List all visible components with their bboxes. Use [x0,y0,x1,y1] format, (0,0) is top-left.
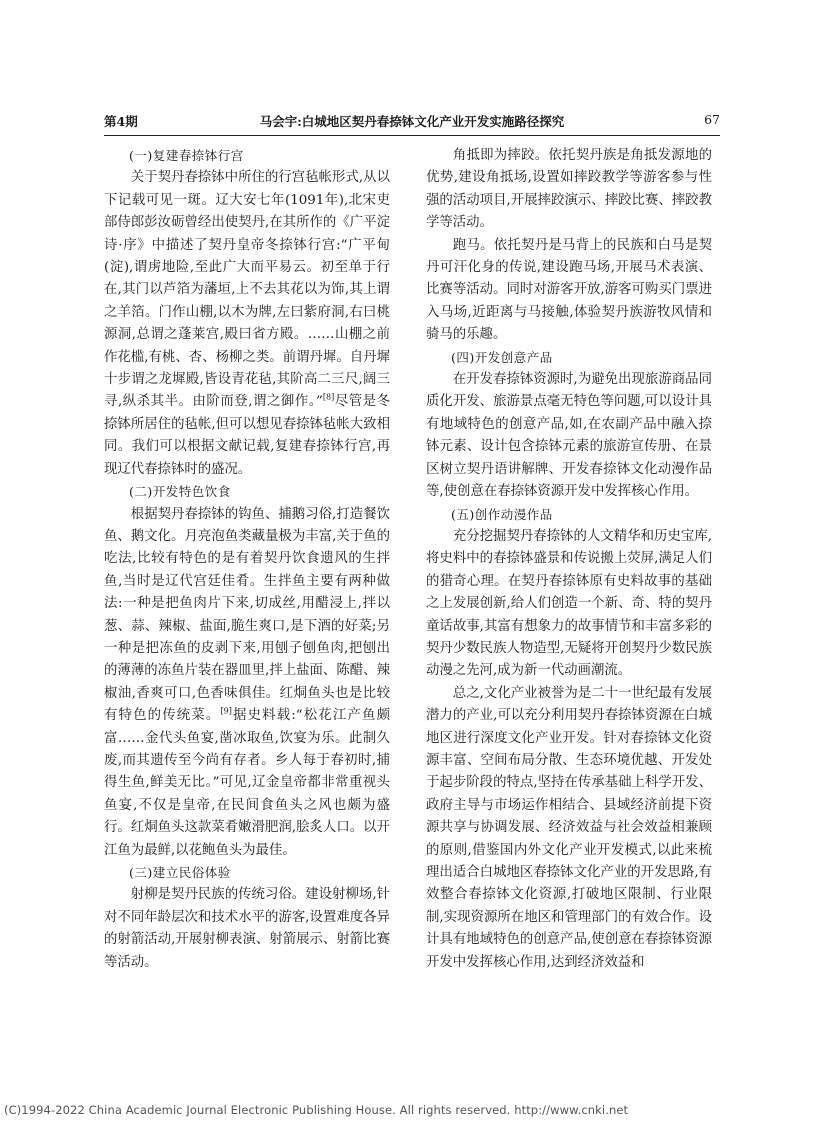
paragraph-text: 根据契丹春捺钵的钩鱼、捕鹅习俗,打造餐饮鱼、鹅文化。月亮泡鱼类藏量极为丰富,关于鱼的吃法,比较有特色的是有着契丹饮食遗风的生拌鱼,当时是辽代宫廷佳肴。生拌鱼主要有两种做法:一种是把鱼肉片下来,切成丝,用醋浸上,拌以葱、蒜、辣椒、盐面,脆生爽口,是下酒的好菜;另一种是把冻鱼的皮剥下来,用刨子刨鱼肉,把刨出的薄薄的冻鱼片装在器皿里,拌上盐面、陈醋、辣椒油,香爽可口,色香味俱佳。红烔鱼头也是比较有特色的传统菜。 [104,506,390,724]
header-rule [104,135,720,136]
section-heading-food: (二)开发特色饮食 [129,484,231,500]
paragraph-food [104,504,390,863]
paragraph-palace [104,167,390,481]
running-title: 马会宇:白城地区契丹春捺钵文化产业开发实施路径探究 [259,114,565,129]
paragraph-archery: 射柳是契丹民族的传统习俗。建设射柳场,针对不同年龄层次和技术水平的游客,设置难度各异的射箭活动,开展射柳表演、射箭展示、射箭比赛等活动。 [104,887,390,970]
right-column [426,145,712,974]
section-heading-animation: (五)创作动漫作品 [451,506,553,522]
section-heading-folk: (三)建立民俗体验 [129,865,231,880]
running-header [104,112,720,132]
left-column [104,145,390,974]
section-heading-creative: (四)开发创意产品 [451,349,553,365]
paragraph-text: 关于契丹春捺钵中所住的行宫毡帐形式,从以下记载可见一斑。辽大安七年(1091年),北宋吏部侍郎彭汝砺曾经出使契丹,在其所作的《广平淀诗·序》中描述了契丹皇帝冬捺钵行宫:“广平甸(淀),谓虏地险,至此广大而平易云。初至单于行在,其门以芦箔为藩垣,上不去其花以为饰,其上谓之羊箔。门作山棚,以木为牌,左曰紫府洞,右曰桃源洞,总谓之蓬莱宫,殿曰省方殿。……山棚之前作花槛,有桃、杏、杨柳之类。前谓丹墀。自丹墀十步谓之龙墀殿,皆设青花毡,其阶高二三尺,阔三寻,纵杀其半。由阶而登,谓之御作。” [104,170,390,410]
citation-ref: [8] [322,393,335,402]
paragraph-text: 尽管是冬捺钵所居住的毡帐,但可以想见春捺钵毡帐大致相同。我们可以根据文献记载,复建春捺钵行宫,再现辽代春捺钵时的盛况。 [104,394,390,477]
paragraph-conclusion: 总之,文化产业被誉为是二十一世纪最有发展潜力的产业,可以充分利用契丹春捺钵资源在白城地区进行深度文化产业开发。针对春捺钵文化资源丰富、空间布局分散、生态环境优越、开发处于起步阶段的特点,坚持在传承基础上科学开发、政府主导与市场运作相结合、县域经济前提下资源共享与协调发展、经济效益与社会效益相兼顾的原则,借鉴国内外文化产业开发模式,以此来梳理出适合白城地区春捺钵文化产业的开发思路,有效整合春捺钵文化资源,打破地区限制、行业限制,实现资源所在地区和管理部门的有效合作。设计具有地域特色的创意产品,使创意在春捺钵资源开发中发挥核心作用,达到经济效益和 [426,685,712,970]
copyright-footer: (C)1994-2022 China Academic Journal Electronic Publishing House. All rights reserved. http://www.cnki.net [4,1103,629,1117]
paragraph-text: 据史料载:“松花江产鱼颇富……金代头鱼宴,凿冰取鱼,饮宴为乐。此制久废,而其遗传至今尚有存者。乡人每于春初时,捕得生鱼,鲜美无比。”可见,辽金皇帝都非常重视头鱼宴,不仅是皇帝,在民间食鱼头之风也颇为盛行。红烔鱼头这款菜肴嫩滑肥润,脍炙人口。以开江鱼为最鲜,以花鲍鱼头为最佳。 [104,708,390,858]
paragraph-wrestling: 角抵即为摔跤。依托契丹族是角抵发源地的优势,建设角抵场,设置如摔跤教学等游客参与性强的活动项目,开展摔跤演示、摔跤比赛、摔跤教学等活动。 [426,148,712,231]
issue-number: 第4期 [104,114,138,129]
paragraph-creative: 在开发春捺钵资源时,为避免出现旅游商品同质化开发、旅游景点毫无特色等问题,可以设计具有地域特色的创意产品,如,在农副产品中融入捺钵元素、设计包含捺钵元素的旅游宣传册、在景区树立契丹语讲解牌、开发春捺钵文化动漫作品等,使创意在春捺钵资源开发中发挥核心作用。 [426,372,712,500]
paragraph-horse-racing: 跑马。依托契丹是马背上的民族和白马是契丹可汗化身的传说,建设跑马场,开展马术表演、比赛等活动。同时对游客开放,游客可购买门票进入马场,近距离与马接触,体验契丹族游牧风情和骑马的乐趣。 [426,237,712,343]
paragraph-animation: 充分挖掘契丹春捺钵的人文精华和历史宝库,将史料中的春捺钵盛景和传说搬上荧屏,满足人们的猎奇心理。在契丹春捺钵原有史料故事的基础之上发展创新,给人们创造一个新、奇、特的契丹童话故事,其富有想象力的故事情节和丰富多彩的契丹少数民族人物造型,无疑将开创契丹少数民族动漫之先河,成为新一代动画潮流。 [426,528,712,679]
citation-ref: [9] [220,706,232,716]
section-heading-palace: (一)复建春捺钵行宫 [129,148,244,163]
page-number: 67 [704,112,720,127]
